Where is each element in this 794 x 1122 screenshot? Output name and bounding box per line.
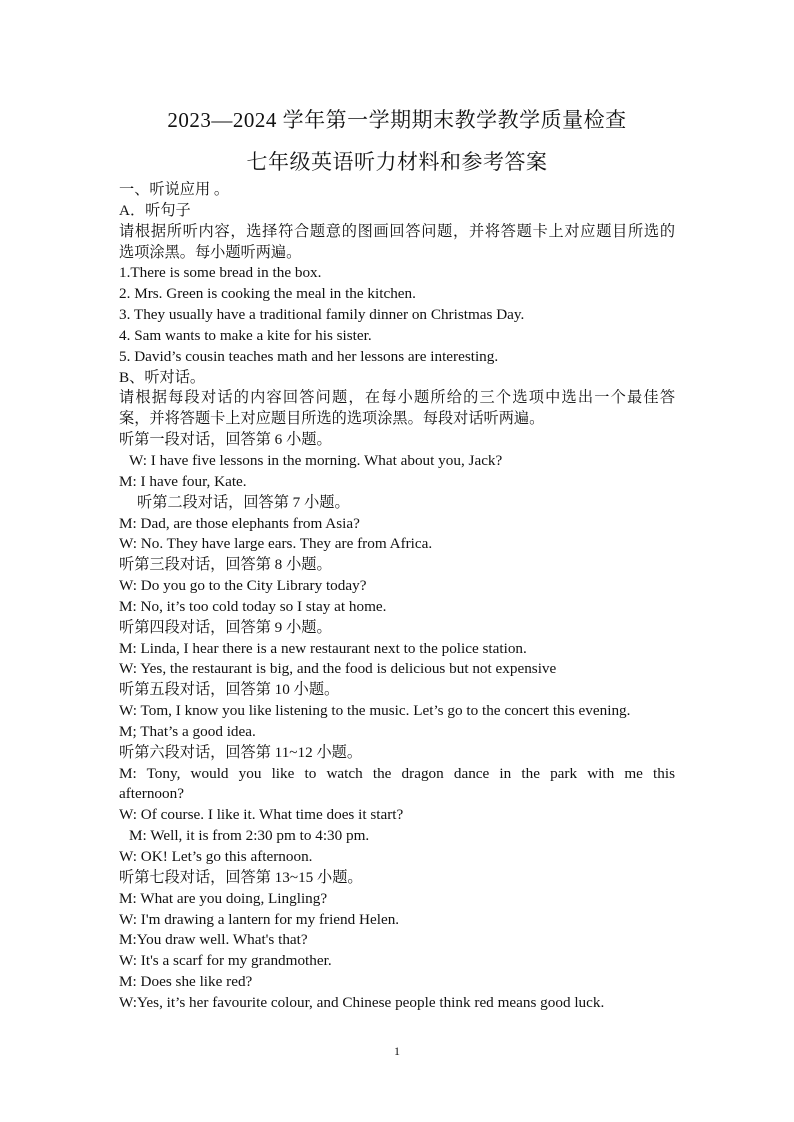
dialogue-line: M: Linda, I hear there is a new restaurant next to the police station. xyxy=(119,639,527,657)
dialogue-line: M: Does she like red? xyxy=(119,973,253,991)
dialogue-line: M: I have four, Kate. xyxy=(119,472,247,490)
dialogue-heading: 听第一段对话，回答第 6 小题。 xyxy=(119,431,332,449)
dialogue-heading: 听第六段对话，回答第 11~12 小题。 xyxy=(119,743,363,761)
section-heading: 一、听说应用 。 xyxy=(119,181,230,198)
instruction-line: 请根据每段对话的内容回答问题，在每小题所给的三个选项中选出一个最佳答 xyxy=(119,389,675,407)
dialogue-heading: 听第二段对话，回答第 7 小题。 xyxy=(137,493,350,511)
dialogue-line: afternoon? xyxy=(119,785,184,803)
sentence-line: 1.There is some bread in the box. xyxy=(119,264,322,282)
dialogue-heading: 听第七段对话，回答第 13~15 小题。 xyxy=(119,868,363,886)
document-title: 2023—2024 学年第一学期期末教学教学质量检查 xyxy=(167,108,627,132)
dialogue-line: W: No. They have large ears. They are from Africa. xyxy=(119,535,433,553)
dialogue-line: M: Well, it is from 2:30 pm to 4:30 pm. xyxy=(129,827,370,845)
dialogue-line: M:You draw well. What's that? xyxy=(119,931,308,949)
dialogue-line: W: I'm drawing a lantern for my friend Helen. xyxy=(119,910,400,928)
part-heading: B、听对话。 xyxy=(119,368,206,386)
dialogue-line: M: What are you doing, Lingling? xyxy=(119,889,328,907)
dialogue-heading: 听第三段对话，回答第 8 小题。 xyxy=(119,556,332,574)
dialogue-line: W: Yes, the restaurant is big, and the food is delicious but not expensive xyxy=(119,660,557,678)
part-heading: A．听句子 xyxy=(119,201,191,219)
dialogue-line: M: Dad, are those elephants from Asia? xyxy=(119,514,360,532)
sentence-line: 5. David’s cousin teaches math and her lessons are interesting. xyxy=(119,347,499,365)
dialogue-heading: 听第五段对话，回答第 10 小题。 xyxy=(119,681,340,699)
dialogue-line: W:Yes, it’s her favourite colour, and Chinese people think red means good luck. xyxy=(119,993,605,1011)
page-number: 1 xyxy=(394,1044,400,1058)
sentence-line: 3. They usually have a traditional family dinner on Christmas Day. xyxy=(119,306,525,324)
instruction-line: 请根据所听内容，选择符合题意的图画回答问题，并将答题卡上对应题目所选的 xyxy=(119,222,675,240)
dialogue-line: W: Tom, I know you like listening to the music. Let’s go to the concert this evening. xyxy=(119,702,631,720)
dialogue-line: W: I have five lessons in the morning. What about you, Jack? xyxy=(129,451,503,469)
instruction-line: 案，并将答题卡上对应题目所选的选项涂黑。每段对话听两遍。 xyxy=(119,410,545,428)
dialogue-line: M: No, it’s too cold today so I stay at home. xyxy=(119,597,387,615)
dialogue-line: M; That’s a good idea. xyxy=(119,722,256,740)
dialogue-line: M: Tony, would you like to watch the dragon dance in the park with me this xyxy=(119,764,675,782)
dialogue-line: W: Of course. I like it. What time does it start? xyxy=(119,806,404,824)
dialogue-line: W: It's a scarf for my grandmother. xyxy=(119,952,332,970)
dialogue-line: W: Do you go to the City Library today? xyxy=(119,577,367,595)
sentence-line: 4. Sam wants to make a kite for his sister. xyxy=(119,326,372,344)
document-subtitle: 七年级英语听力材料和参考答案 xyxy=(246,150,548,174)
dialogue-heading: 听第四段对话，回答第 9 小题。 xyxy=(119,618,332,636)
instruction-line: 选项涂黑。每小题听两遍。 xyxy=(119,243,302,261)
document-body xyxy=(119,180,675,1014)
dialogue-line: W: OK! Let’s go this afternoon. xyxy=(119,848,313,865)
sentence-line: 2. Mrs. Green is cooking the meal in the kitchen. xyxy=(119,285,416,303)
